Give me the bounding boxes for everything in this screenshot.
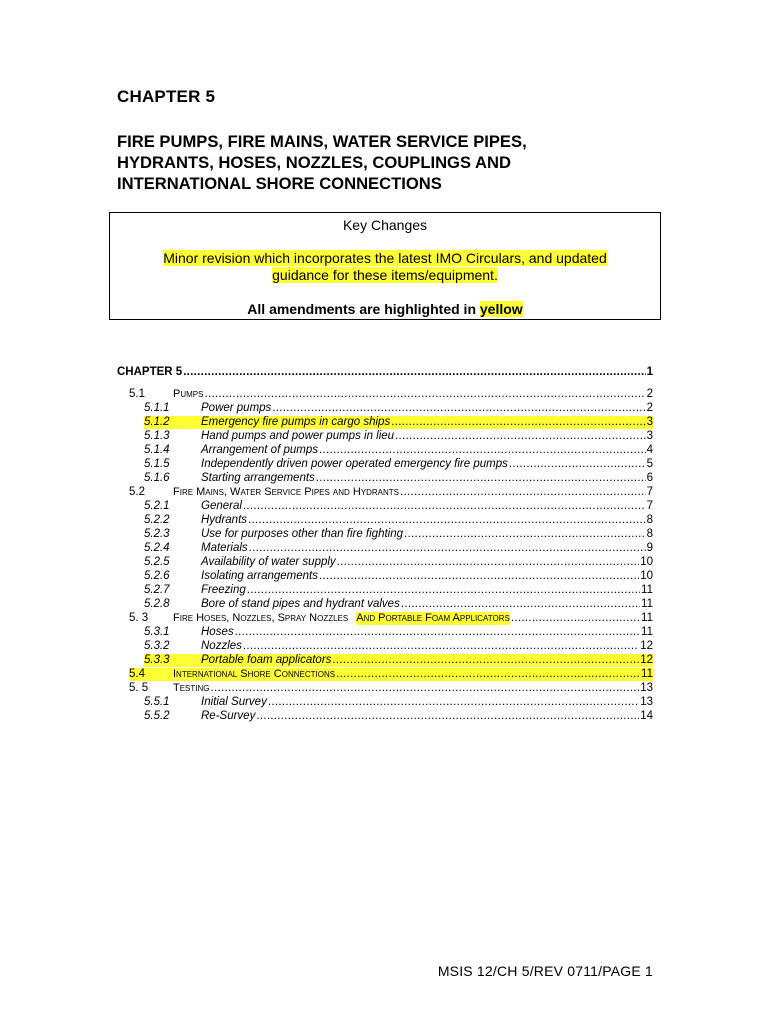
toc-title-highlight: And Portable Foam Applicators (356, 612, 510, 624)
toc-title: Starting arrangements (201, 472, 315, 484)
toc-title: Availability of water supply (201, 556, 336, 568)
toc-number: 5. 5 (129, 682, 149, 694)
toc-title: Testing (173, 682, 210, 694)
toc-leader (404, 528, 646, 541)
toc-title: Initial Survey (201, 696, 267, 708)
toc-page: 2 (646, 402, 653, 414)
toc-leader (319, 444, 646, 457)
toc-leader (332, 654, 639, 667)
toc-leader (511, 612, 640, 625)
toc-page: 10 (640, 570, 653, 582)
toc-number: 5.1.4 (144, 444, 170, 456)
toc-row[interactable] (144, 500, 653, 513)
key-changes-desc-line: Minor revision which incorporates the latest IMO Circulars, and updated (163, 250, 607, 266)
toc-page: 8 (646, 514, 653, 526)
toc-page: 13 (640, 682, 653, 694)
toc-title: Nozzles (201, 640, 242, 652)
key-changes-description (110, 250, 660, 284)
toc-page: 2 (646, 388, 653, 400)
toc-row[interactable] (144, 528, 653, 541)
toc-leader (400, 486, 646, 499)
toc-page: 7 (646, 500, 653, 512)
toc-row[interactable] (144, 402, 653, 415)
chapter-title-line: HYDRANTS, HOSES, NOZZLES, COUPLINGS AND (117, 153, 511, 172)
key-changes-note (110, 301, 660, 317)
toc-page: 3 (646, 430, 653, 442)
toc-row[interactable] (144, 444, 653, 457)
toc-page: 6 (646, 472, 653, 484)
toc-leader (336, 668, 640, 681)
toc-leader (248, 514, 646, 527)
toc-row[interactable] (144, 640, 653, 653)
toc-page: 5 (646, 458, 653, 470)
toc-title: International Shore Connections (173, 668, 336, 680)
toc-number: 5.4 (129, 668, 145, 680)
toc-number: 5.1 (129, 388, 145, 400)
toc-page: 8 (646, 528, 653, 540)
toc-row[interactable] (144, 710, 653, 723)
toc-row[interactable] (129, 486, 653, 499)
toc-leader (509, 458, 646, 471)
toc-leader (183, 366, 645, 379)
toc-chapter-row[interactable] (117, 366, 653, 379)
toc-row[interactable] (129, 668, 653, 681)
key-changes-desc-line: guidance for these items/equipment. (272, 267, 498, 283)
key-changes-note-highlight: yellow (479, 301, 523, 317)
toc-number: 5.1.5 (144, 458, 170, 470)
toc-page: 7 (646, 486, 653, 498)
toc-page: 11 (641, 612, 653, 624)
toc-title: Independently driven power operated emergency fire pumps (201, 458, 508, 470)
toc-number: 5.1.1 (144, 402, 170, 414)
key-changes-box (109, 212, 661, 320)
toc-page: 10 (640, 556, 653, 568)
toc-number: 5.5.1 (144, 696, 170, 708)
page-footer: MSIS 12/CH 5/REV 0711/PAGE 1 (437, 963, 653, 979)
toc-row[interactable] (144, 626, 653, 639)
toc-row[interactable] (144, 570, 653, 583)
toc-number: 5.2.7 (144, 584, 170, 596)
toc-number: 5.3.2 (144, 640, 170, 652)
toc-number: 5.2.8 (144, 598, 170, 610)
chapter-label: CHAPTER 5 (117, 87, 216, 106)
toc-number: 5. 3 (129, 612, 149, 624)
toc-title: Freezing (201, 584, 246, 596)
toc-title: Fire Hoses, Nozzles, Spray Nozzles (173, 612, 349, 624)
toc-row[interactable] (144, 556, 653, 569)
toc-title: Isolating arrangements (201, 570, 318, 582)
toc-row[interactable] (144, 584, 653, 597)
toc-leader (272, 402, 645, 415)
toc-row[interactable] (144, 696, 653, 709)
toc-leader (247, 584, 640, 597)
toc-leader (235, 626, 640, 639)
toc-leader (395, 430, 646, 443)
toc-row[interactable] (144, 598, 653, 611)
toc-title: General (201, 500, 242, 512)
toc-page: 13 (640, 696, 653, 708)
toc-title: Materials (201, 542, 248, 554)
chapter-title-line: FIRE PUMPS, FIRE MAINS, WATER SERVICE PIPES, (117, 132, 527, 151)
toc-title: Use for purposes other than fire fighting (201, 528, 404, 540)
toc-title: Hydrants (201, 514, 248, 526)
toc-page: 11 (641, 626, 653, 638)
toc-number: 5.3.1 (144, 626, 170, 638)
toc-leader (243, 640, 639, 653)
toc-leader (268, 696, 639, 709)
toc-page: 11 (641, 584, 653, 596)
toc-number: 5.2.2 (144, 514, 170, 526)
toc-title: Arrangement of pumps (201, 444, 318, 456)
toc-title: Fire Mains, Water Service Pipes and Hydrants (173, 486, 400, 498)
toc-title: Hand pumps and power pumps in lieu (201, 430, 395, 442)
toc-title: Emergency fire pumps in cargo ships (201, 416, 391, 428)
toc-row[interactable] (144, 458, 653, 471)
toc-leader (319, 570, 639, 583)
toc-title: Power pumps (201, 402, 272, 414)
toc-leader (211, 682, 640, 695)
toc-page: 12 (640, 640, 653, 652)
toc-row[interactable] (144, 514, 653, 527)
toc-number: 5.5.2 (144, 710, 170, 722)
toc-leader (249, 542, 646, 555)
toc-row[interactable] (129, 612, 653, 625)
toc-leader (391, 416, 645, 429)
chapter-title (117, 131, 677, 194)
toc-row[interactable] (144, 472, 653, 485)
toc-page: 12 (640, 654, 653, 666)
toc-page: 3 (646, 416, 653, 428)
toc-leader (204, 388, 645, 401)
toc-row[interactable] (144, 430, 653, 443)
toc-leader (401, 598, 640, 611)
key-changes-title: Key Changes (342, 217, 428, 233)
toc-title: Hoses (201, 626, 234, 638)
toc-leader (243, 500, 646, 513)
toc-leader (337, 556, 640, 569)
toc-page: 9 (646, 542, 653, 554)
chapter-title-line: INTERNATIONAL SHORE CONNECTIONS (117, 174, 442, 193)
toc-number: 5.2.3 (144, 528, 170, 540)
toc-page: 11 (641, 668, 653, 680)
toc-number: 5.1.2 (144, 416, 170, 428)
toc-title: Pumps (173, 388, 204, 400)
toc-title: Portable foam applicators (201, 654, 332, 666)
toc-chapter-page: 1 (646, 366, 653, 378)
toc-page: 14 (640, 710, 653, 722)
toc-page: 11 (641, 598, 653, 610)
toc-row[interactable] (144, 416, 653, 429)
toc-title: Re-Survey (201, 710, 256, 722)
toc-chapter-title: CHAPTER 5 (117, 366, 183, 378)
toc-number: 5.2.4 (144, 542, 170, 554)
toc-number: 5.3.3 (144, 654, 170, 666)
toc-row[interactable] (129, 682, 653, 695)
toc-page: 4 (646, 444, 653, 456)
toc-row[interactable] (144, 542, 653, 555)
toc-row[interactable] (129, 388, 653, 401)
toc-row[interactable] (144, 654, 653, 667)
key-changes-note-text: All amendments are highlighted in (247, 301, 480, 317)
toc-number: 5.1.3 (144, 430, 170, 442)
toc-number: 5.2.6 (144, 570, 170, 582)
toc-leader (256, 710, 639, 723)
toc-number: 5.2 (129, 486, 145, 498)
toc-leader (316, 472, 646, 485)
toc-title: Bore of stand pipes and hydrant valves (201, 598, 400, 610)
toc-number: 5.2.1 (144, 500, 170, 512)
toc-number: 5.2.5 (144, 556, 170, 568)
toc-number: 5.1.6 (144, 472, 170, 484)
